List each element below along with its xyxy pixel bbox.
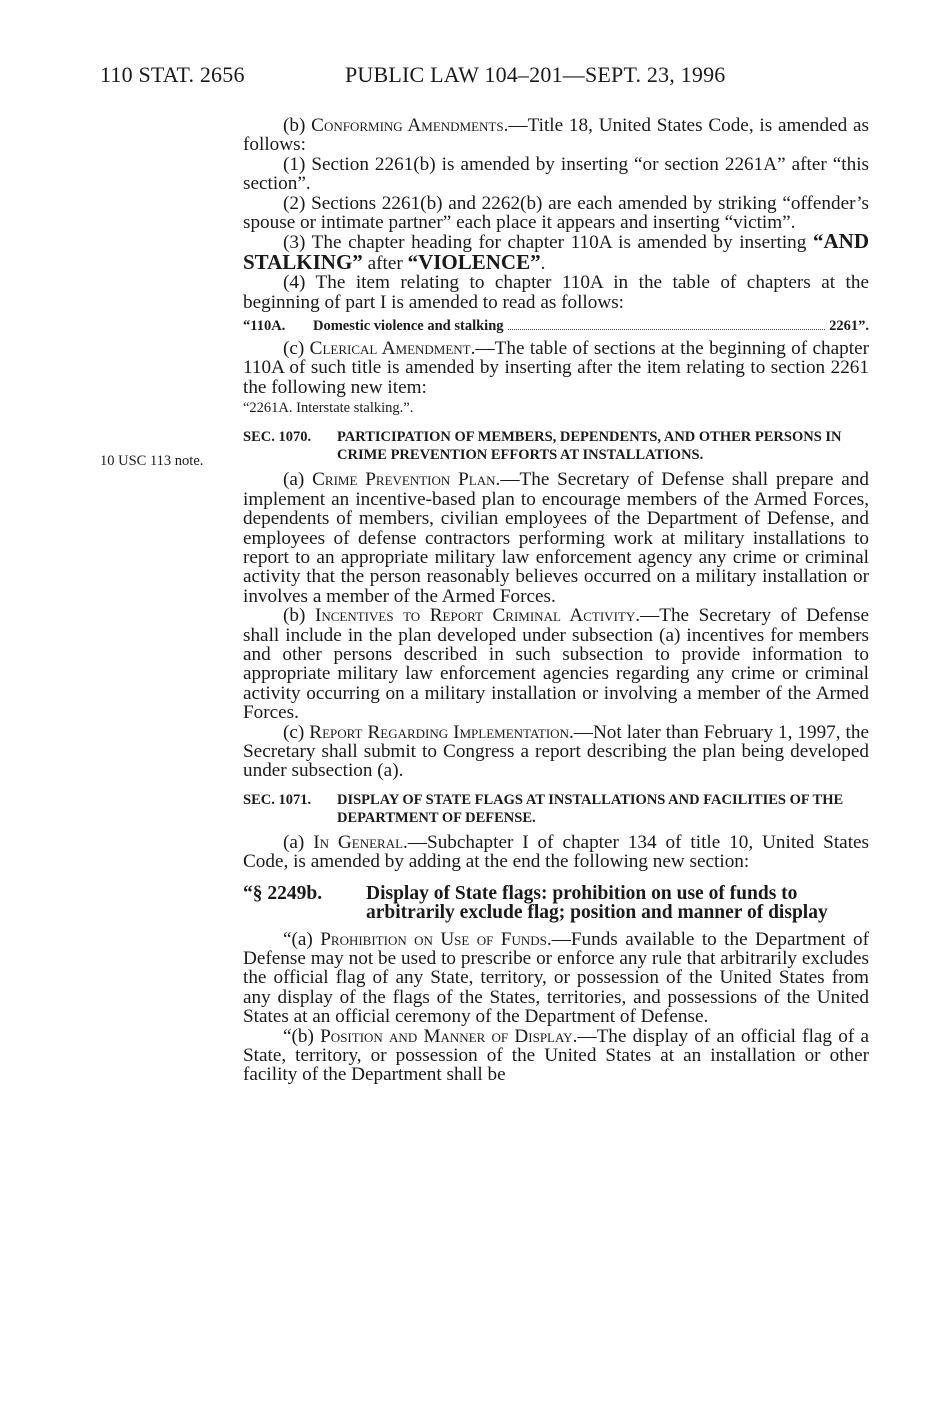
section-1071-a: (a) In General.—Subchapter I of chapter 134 of title 10, United States Code, is amended by adding at the end the following new section: — [243, 831, 870, 873]
margin-note: 10 USC 113 note. — [100, 453, 204, 469]
section-1070-a: (a) Crime Prevention Plan.—The Secretary of Defense shall prepare and implement an incentive-based plan to encourage members of the Armed Forces, dependents of members, civilian employees of the Department of Defense, and employees of defense contractors performing work at military installations to report to an appropriate military law enforcement agency any crime or criminal activity that the person reasonably believes occurred on a military installation or involves a member of the Armed Forces. — [243, 469, 870, 607]
paragraph-c-clerical-amendment: (c) Clerical Amendment.—The table of sections at the beginning of chapter 110A of such title is amended by inserting after the item relating to section 2261 the following new item: — [243, 338, 869, 398]
leader-dots — [508, 318, 826, 330]
amendment-item-1: (1) Section 2261(b) is amended by inserting “or section 2261A” after “this section”. — [243, 153, 869, 195]
section-2249b-heading: “§ 2249b. Display of State flags: prohibition on use of funds to arbitrarily exclude flag; position and manner of display — [243, 882, 828, 923]
page-header — [100, 62, 880, 92]
amendment-item-3: (3) The chapter heading for chapter 110A is amended by inserting “AND STALKING” after “VIOLENCE”. — [243, 229, 869, 274]
section-2249b-b: “(b) Position and Manner of Display.—The display of an official flag of a State, territory, or possession of the United States at an installation or other facility of the Department shall be — [243, 1025, 869, 1086]
paragraph-b-conforming-amendments: (b) Conforming Amendments.—Title 18, United States Code, is amended as follows: — [243, 115, 869, 156]
section-1071-heading: SEC. 1071. DISPLAY OF STATE FLAGS AT INSTALLATIONS AND FACILITIES OF THE DEPARTMENT OF DEFENSE. — [243, 791, 844, 826]
section-2249b-a: “(a) Prohibition on Use of Funds.—Funds available to the Department of Defense may not be used to prescribe or enforce any rule that arbitrarily excludes the official flag of any State, territory, or possession of the United States from any display of the flags of the States, territories, and possessions of the United States at an official ceremony of the Department of Defense. — [243, 928, 870, 1028]
public-law-title: PUBLIC LAW 104–201—SEPT. 23, 1996 — [345, 62, 726, 87]
subsection-heading: Conforming Amendments — [311, 115, 504, 136]
table-of-chapters-entry: “110A. Domestic violence and stalking 2261”. — [243, 318, 869, 335]
section-1070-c: (c) Report Regarding Implementation.—Not later than February 1, 1997, the Secretary shall submit to Congress a report describing the plan being developed under subsection (a). — [243, 721, 869, 782]
new-table-item: “2261A. Interstate stalking.”. — [243, 400, 414, 417]
section-1070-heading: SEC. 1070. PARTICIPATION OF MEMBERS, DEPENDENTS, AND OTHER PERSONS IN CRIME PREVENTION EFFORTS AT INSTALLATIONS. — [243, 429, 842, 464]
statute-body — [243, 116, 869, 1085]
amendment-item-4: (4) The item relating to chapter 110A in the table of chapters at the beginning of part I is amended to read as follows: — [243, 272, 869, 313]
statute-page-number: 110 STAT. 2656 — [100, 62, 245, 87]
amendment-item-2: (2) Sections 2261(b) and 2262(b) are each amended by striking “offender’s spouse or intimate partner” each place it appears and inserting “victim”. — [243, 192, 869, 234]
section-1070-b: (b) Incentives to Report Criminal Activity.—The Secretary of Defense shall include in the plan developed under subsection (a) incentives for members and other persons described in such subsection to provide information to appropriate military law enforcement agencies regarding any crime or criminal activity occurring on a military installation or involving a member of the Armed Forces. — [243, 605, 869, 724]
